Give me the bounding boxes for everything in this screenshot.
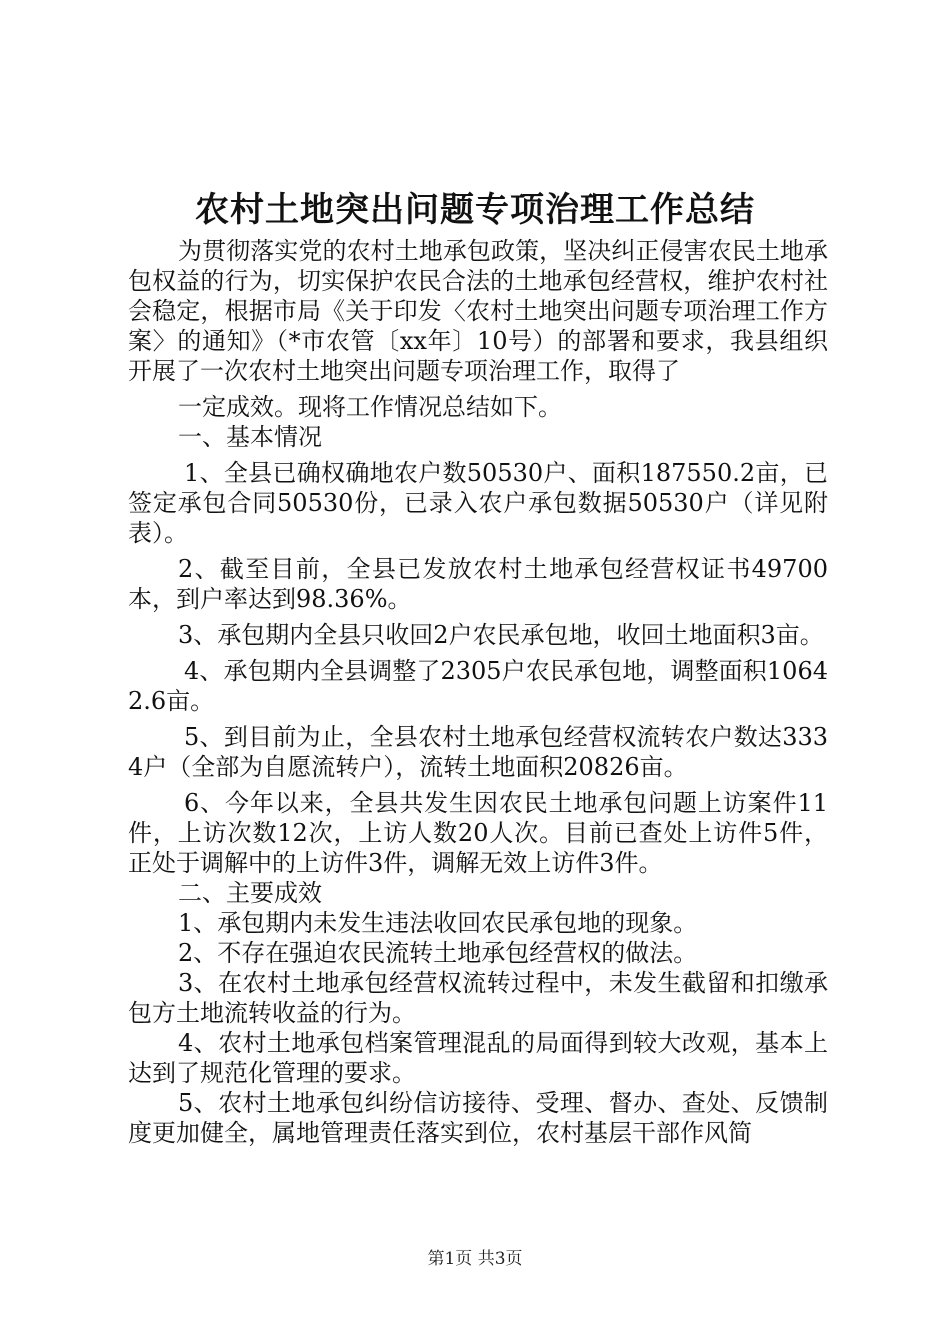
basic-item-6: 6、今年以来，全县共发生因农民土地承包问题上访案件11件，上访次数12次，上访人数20人次。目前已查处上访件5件，正处于调解中的上访件3件，调解无效上访件3件。 <box>128 789 828 877</box>
intro-paragraph: 为贯彻落实党的农村土地承包政策，坚决纠正侵害农民土地承包权益的行为，切实保护农民合法的土地承包经营权，维护农村社会稳定，根据市局《关于印发〈农村土地突出问题专项治理工作方案〉的通知》（*市农管〔xx年〕10号）的部署和要求，我县组织开展了一次农村土地突出问题专项治理工作，取得了 <box>128 237 828 385</box>
result-item-2: 2、不存在强迫农民流转土地承包经营权的做法。 <box>178 939 698 967</box>
document-title: 农村土地突出问题专项治理工作总结 <box>195 190 755 230</box>
document-body <box>128 236 828 1148</box>
page-indicator: 第1页 共3页 <box>427 1249 523 1269</box>
basic-item-1: 1、全县已确权确地农户数50530户、面积187550.2亩，已签定承包合同50530份，已录入农户承包数据50530户（详见附表）。 <box>128 459 828 547</box>
section-heading-basic: 一、基本情况 <box>178 423 322 451</box>
basic-item-3: 3、承包期内全县只收回2户农民承包地，收回土地面积3亩。 <box>178 621 824 649</box>
result-item-1: 1、承包期内未发生违法收回农民承包地的现象。 <box>178 909 698 937</box>
basic-item-5: 5、到目前为止，全县农村土地承包经营权流转农户数达3334户（全部为自愿流转户），流转土地面积20826亩。 <box>128 723 828 781</box>
result-item-3: 3、在农村土地承包经营权流转过程中，未发生截留和扣缴承包方土地流转收益的行为。 <box>128 969 828 1027</box>
result-item-4: 4、农村土地承包档案管理混乱的局面得到较大改观，基本上达到了规范化管理的要求。 <box>128 1029 828 1087</box>
result-item-5: 5、农村土地承包纠纷信访接待、受理、督办、查处、反馈制度更加健全，属地管理责任落实到位，农村基层干部作风简 <box>128 1089 828 1147</box>
basic-item-2: 2、截至目前，全县已发放农村土地承包经营权证书49700本，到户率达到98.36%。 <box>128 555 828 613</box>
section-heading-results: 二、主要成效 <box>178 879 322 907</box>
basic-item-4: 4、承包期内全县调整了2305户农民承包地，调整面积10642.6亩。 <box>128 657 828 715</box>
intro-continuation: 一定成效。现将工作情况总结如下。 <box>178 393 562 421</box>
